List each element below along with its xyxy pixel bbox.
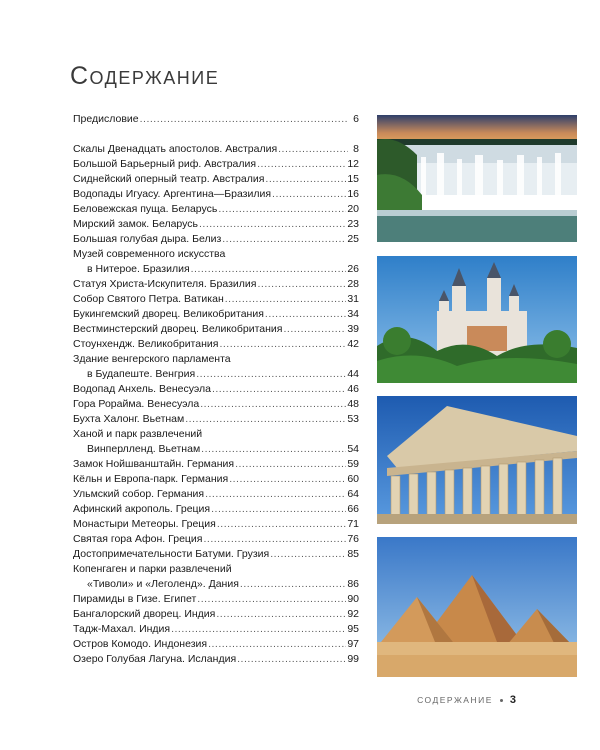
toc-leader-dots — [217, 517, 346, 532]
toc-leader-dots — [237, 652, 346, 667]
toc-entry-title: Озеро Голубая Лагуна. Исландия — [73, 653, 237, 665]
toc-entry-page: 8 — [353, 143, 359, 155]
toc-leader-dots — [205, 487, 346, 502]
toc-entry-page: 85 — [347, 548, 359, 560]
toc-entry — [73, 472, 359, 487]
toc-entry-page: 90 — [347, 593, 359, 605]
toc-entry-page: 6 — [353, 113, 359, 125]
toc-entry-title: в Будапеште. Венгрия — [87, 368, 196, 380]
toc-entry-page: 16 — [347, 188, 359, 200]
toc-entry-heading-line — [73, 562, 359, 577]
toc-entry — [73, 172, 359, 187]
toc-entry — [73, 442, 359, 457]
toc-entry — [73, 502, 359, 517]
toc-entry-title: Предисловие — [73, 113, 139, 125]
toc-entry-page: 31 — [347, 293, 359, 305]
toc-entry-page: 95 — [347, 623, 359, 635]
toc-entry — [73, 112, 359, 127]
toc-entry-title: Водопады Игуасу. Аргентина—Бразилия — [73, 188, 272, 200]
pyramids-illustration — [377, 537, 577, 677]
toc-entry-title: Гора Рорайма. Венесуэла — [73, 398, 200, 410]
toc-entry-title: Ульмский собор. Германия — [73, 488, 205, 500]
toc-entry — [73, 157, 359, 172]
toc-entry-page: 92 — [347, 608, 359, 620]
toc-leader-dots — [140, 112, 348, 127]
toc-entry — [73, 517, 359, 532]
toc-entry — [73, 322, 359, 337]
toc-entry-heading-line — [73, 427, 359, 442]
toc-entry-title: «Тиволи» и «Леголенд». Дания — [87, 578, 239, 590]
toc-leader-dots — [265, 172, 346, 187]
toc-entry — [73, 217, 359, 232]
toc-entry-page: 15 — [347, 173, 359, 185]
toc-entry-title: Винперлленд. Вьетнам — [87, 443, 201, 455]
toc-entry-title: Скалы Двенадцать апостолов. Австралия — [73, 143, 278, 155]
toc-entry-title: Собор Святого Петра. Ватикан — [73, 293, 224, 305]
toc-leader-dots — [171, 622, 346, 637]
toc-entry — [73, 232, 359, 247]
toc-entry-page: 12 — [347, 158, 359, 170]
toc-entry-page: 46 — [347, 383, 359, 395]
toc-entry-title: Музей современного искусства — [73, 248, 226, 260]
toc-entry — [73, 202, 359, 217]
toc-entry-title: Пирамиды в Гизе. Египет — [73, 593, 197, 605]
waterfall-illustration — [377, 115, 577, 242]
toc-entry — [73, 187, 359, 202]
toc-entry — [73, 382, 359, 397]
toc-entry-title: Водопад Анхель. Венесуэла — [73, 383, 211, 395]
toc-entry-title: Здание венгерского парламента — [73, 353, 231, 365]
toc-entry-title: Монастыри Метеоры. Греция — [73, 518, 216, 530]
toc-entry-title: Афинский акрополь. Греция — [73, 503, 211, 515]
toc-entry — [73, 397, 359, 412]
footer-bullet — [500, 699, 503, 702]
toc-leader-dots — [185, 412, 346, 427]
toc-entry-title: Мирский замок. Беларусь — [73, 218, 199, 230]
toc-leader-dots — [219, 337, 346, 352]
toc-leader-dots — [203, 532, 346, 547]
toc-entry-page: 71 — [347, 518, 359, 530]
toc-entry-page: 39 — [347, 323, 359, 335]
toc-leader-dots — [235, 457, 346, 472]
running-footer-label: СОДЕРЖАНИЕ — [417, 695, 493, 705]
toc-entry-title: Бухта Халонг. Вьетнам — [73, 413, 185, 425]
castle-illustration — [377, 256, 577, 383]
toc-leader-dots — [199, 217, 346, 232]
pyramids-photo — [377, 537, 577, 677]
toc-entry-title: Большой Барьерный риф. Австралия — [73, 158, 257, 170]
toc-entry — [73, 457, 359, 472]
toc-entry-title: Замок Нойшванштайн. Германия — [73, 458, 235, 470]
toc-entry — [73, 637, 359, 652]
toc-entry — [73, 412, 359, 427]
toc-leader-dots — [284, 322, 347, 337]
toc-entry — [73, 307, 359, 322]
toc-leader-dots — [208, 637, 346, 652]
toc-leader-dots — [265, 307, 346, 322]
toc-leader-dots — [222, 232, 346, 247]
castle-photo — [377, 256, 577, 383]
toc-entry-page: 25 — [347, 233, 359, 245]
toc-entry-title: Статуя Христа-Искупителя. Бразилия — [73, 278, 257, 290]
toc-entry-page: 26 — [347, 263, 359, 275]
toc-entry — [73, 262, 359, 277]
toc-entry — [73, 367, 359, 382]
toc-leader-dots — [211, 502, 346, 517]
toc-leader-dots — [257, 277, 346, 292]
toc-entry — [73, 592, 359, 607]
toc-entry — [73, 607, 359, 622]
waterfall-photo — [377, 115, 577, 242]
toc-leader-dots — [212, 382, 346, 397]
toc-leader-dots — [240, 577, 346, 592]
toc-entry-title: Сиднейский оперный театр. Австралия — [73, 173, 265, 185]
toc-leader-dots — [218, 202, 346, 217]
toc-entry-title: Стоунхендж. Великобритания — [73, 338, 219, 350]
toc-entry-page: 66 — [347, 503, 359, 515]
toc-leader-dots — [272, 187, 346, 202]
toc-entry-page: 60 — [347, 473, 359, 485]
toc-entry-page: 28 — [347, 278, 359, 290]
toc-entry-title: Вестминстерский дворец. Великобритания — [73, 323, 283, 335]
toc-entry-page: 64 — [347, 488, 359, 500]
toc-leader-dots — [229, 472, 346, 487]
toc-entry-page: 42 — [347, 338, 359, 350]
toc-entry-title: Бангалорский дворец. Индия — [73, 608, 216, 620]
toc-entry — [73, 337, 359, 352]
toc-entry-page: 99 — [347, 653, 359, 665]
toc-entry-page: 86 — [347, 578, 359, 590]
toc-entry — [73, 622, 359, 637]
toc-entry-title: Большая голубая дыра. Белиз — [73, 233, 222, 245]
toc-entry-page: 34 — [347, 308, 359, 320]
toc-leader-dots — [225, 292, 347, 307]
toc-entry-page: 48 — [347, 398, 359, 410]
toc-entry-title: Кёльн и Европа-парк. Германия — [73, 473, 229, 485]
toc-entry-title: Остров Комодо. Индонезия — [73, 638, 208, 650]
toc-entry-page: 97 — [347, 638, 359, 650]
toc-entry-page: 54 — [347, 443, 359, 455]
toc-entry-page: 44 — [347, 368, 359, 380]
toc-leader-dots — [216, 607, 346, 622]
toc-entry-page: 76 — [347, 533, 359, 545]
toc-entry — [73, 487, 359, 502]
page-footer — [417, 694, 516, 706]
toc-entry-page: 23 — [347, 218, 359, 230]
toc-entry — [73, 652, 359, 667]
toc-leader-dots — [270, 547, 346, 562]
toc-entry — [73, 277, 359, 292]
toc-leader-dots — [200, 397, 346, 412]
toc-leader-dots — [191, 262, 347, 277]
table-of-contents — [73, 112, 359, 667]
toc-entry-title: в Нитерое. Бразилия — [87, 263, 190, 275]
toc-leader-dots — [196, 367, 346, 382]
toc-entry-title: Ханой и парк развлечений — [73, 428, 203, 440]
parthenon-illustration — [377, 396, 577, 524]
toc-entry-title: Достопримечательности Батуми. Грузия — [73, 548, 270, 560]
toc-leader-dots — [197, 592, 346, 607]
toc-leader-dots — [201, 442, 346, 457]
toc-entry-title: Копенгаген и парки развлечений — [73, 563, 232, 575]
page-title: Содержание — [70, 62, 220, 90]
toc-entry — [73, 292, 359, 307]
toc-entry-heading-line — [73, 247, 359, 262]
toc-entry — [73, 532, 359, 547]
toc-leader-dots — [257, 157, 346, 172]
toc-entry-page: 53 — [347, 413, 359, 425]
toc-entry-heading-line — [73, 352, 359, 367]
toc-entry — [73, 577, 359, 592]
toc-entry-page: 59 — [347, 458, 359, 470]
toc-entry-title: Тадж-Махал. Индия — [73, 623, 171, 635]
toc-entry — [73, 142, 359, 157]
toc-leader-dots — [278, 142, 348, 157]
toc-entry-page: 20 — [347, 203, 359, 215]
toc-entry-title: Букингемский дворец. Великобритания — [73, 308, 264, 320]
page-number: 3 — [509, 694, 516, 706]
toc-entry-title: Беловежская пуща. Беларусь — [73, 203, 218, 215]
toc-entry-title: Святая гора Афон. Греция — [73, 533, 203, 545]
parthenon-photo — [377, 396, 577, 524]
toc-entry — [73, 547, 359, 562]
